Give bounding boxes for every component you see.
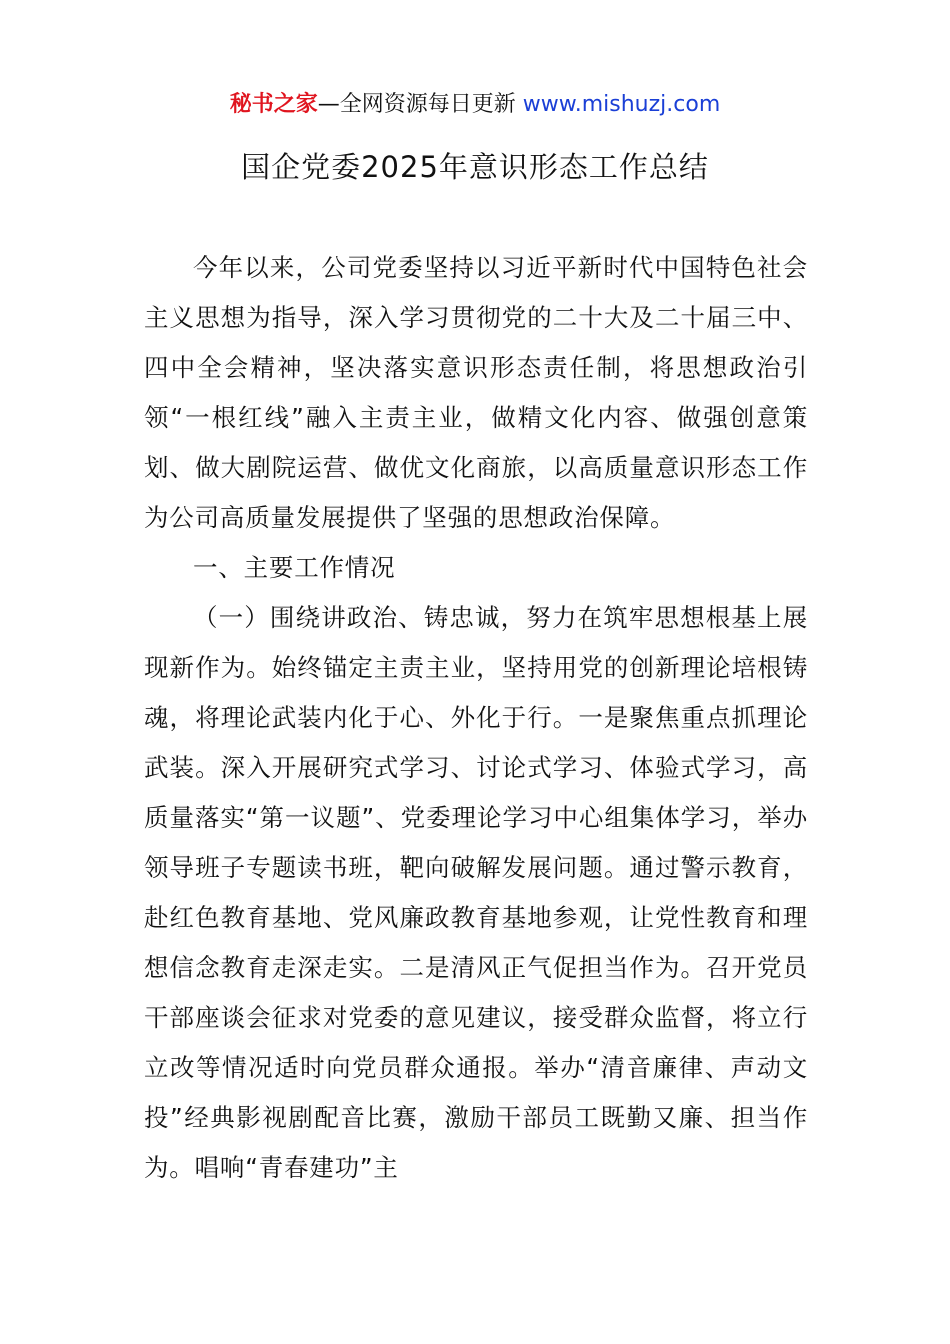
intro-paragraph: 今年以来，公司党委坚持以习近平新时代中国特色社会主义思想为指导，深入学习贯彻党的二十大及二十届三中、四中全会精神，坚决落实意识形态责任制，将思想政治引领“一根红线”融入主责主业，做精文化内容、做强创意策划、做大剧院运营、做优文化商旅，以高质量意识形态工作为公司高质量发展提供了坚强的思想政治保障。 [144, 253, 808, 532]
document-title: 国企党委2025年意识形态工作总结 [241, 150, 709, 184]
subsection-paragraph: （一）围绕讲政治、铸忠诚，努力在筑牢思想根基上展现新作为。始终锚定主责主业，坚持用党的创新理论培根铸魂，将理论武装内化于心、外化于行。一是聚焦重点抓理论武装。深入开展研究式学习、讨论式学习、体验式学习，高质量落实“第一议题”、党委理论学习中心组集体学习，举办领导班子专题读书班，靶向破解发展问题。通过警示教育，赴红色教育基地、党风廉政教育基地参观，让党性教育和理想信念教育走深走实。二是清风正气促担当作为。召开党员干部座谈会征求对党委的意见建议，接受群众监督，将立行立改等情况适时向党员群众通报。举办“清音廉律、声动文投”经典影视剧配音比赛，激励干部员工既勤又廉、担当作为。唱响“青春建功”主 [144, 603, 808, 1182]
site-tagline: —全网资源每日更新 [317, 92, 523, 117]
document-body [144, 243, 808, 1193]
site-header [0, 88, 950, 122]
site-name: 秘书之家 [229, 92, 318, 117]
section-heading: 一、主要工作情况 [193, 553, 396, 582]
site-url-link[interactable]: www.mishuzj.com [522, 92, 721, 117]
